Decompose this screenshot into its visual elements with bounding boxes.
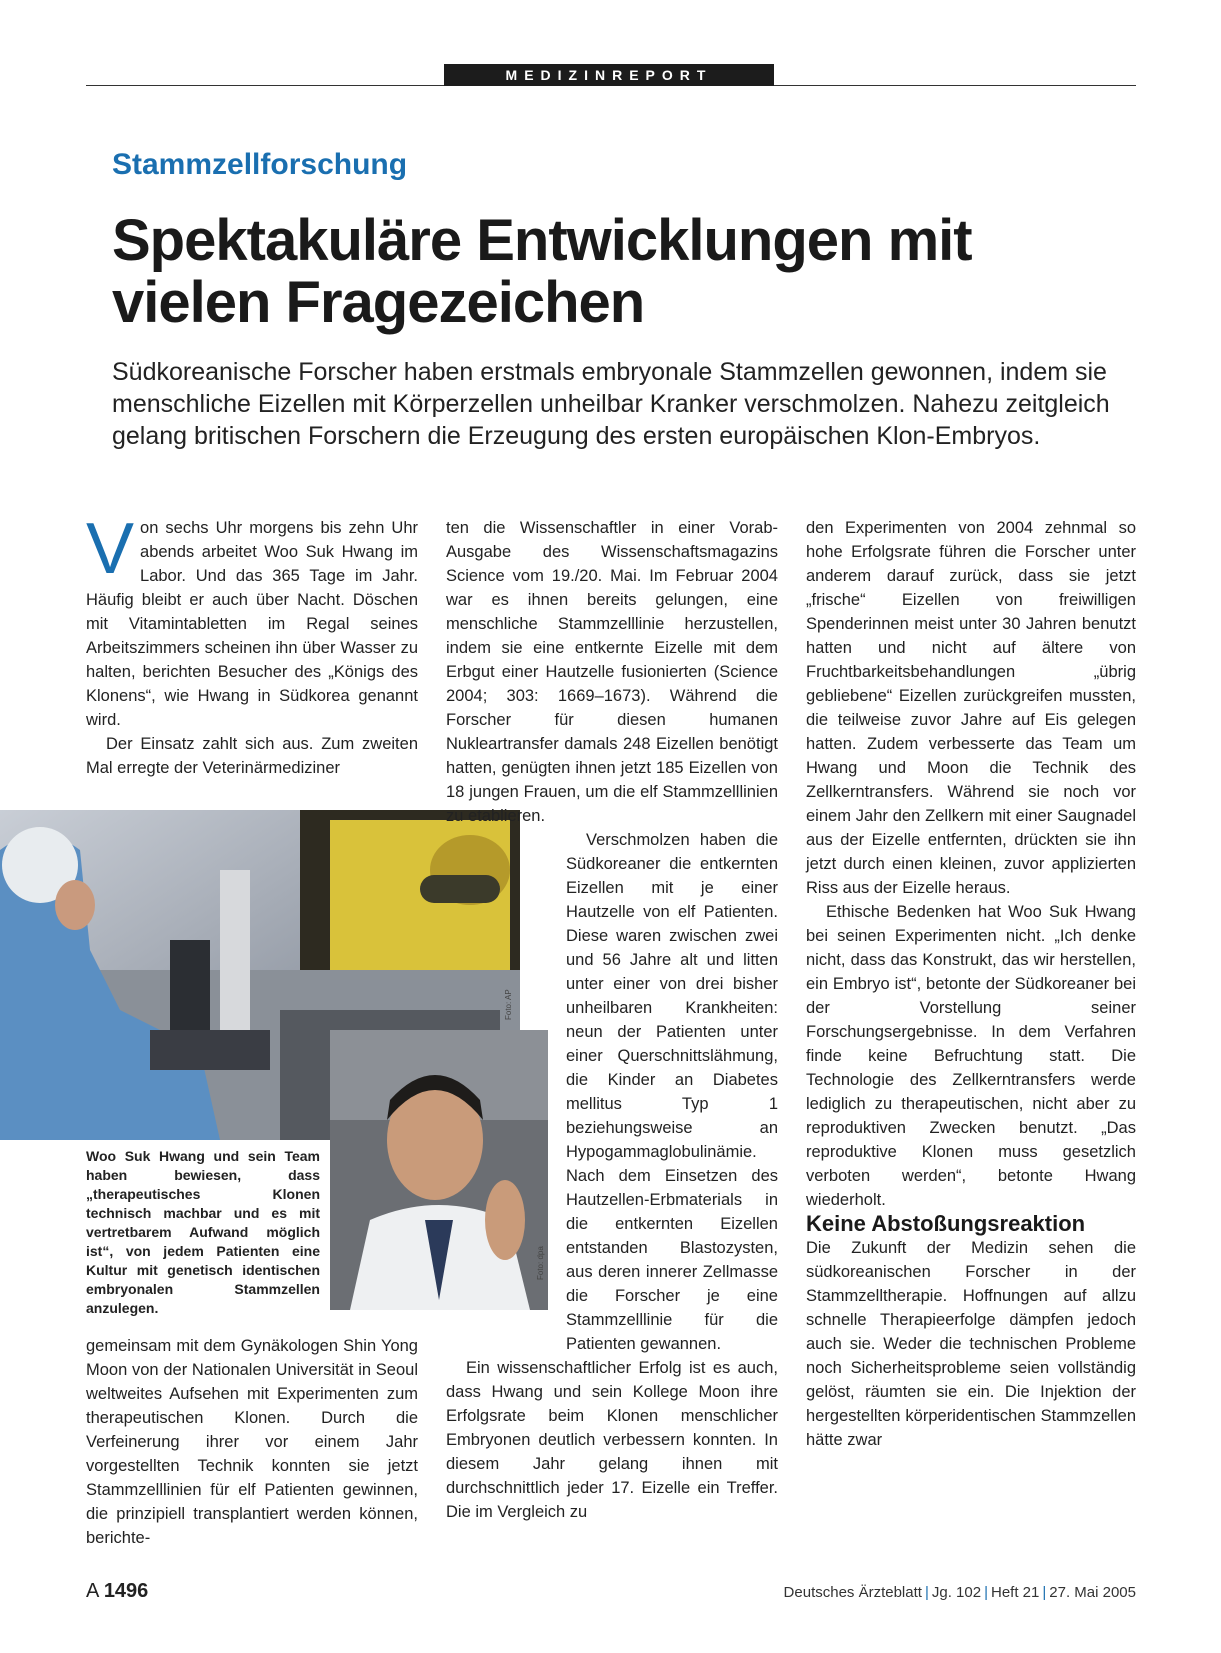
- paragraph: Von sechs Uhr morgens bis zehn Uhr abends arbeitet Woo Suk Hwang im Labor. Und das 365 Tage im Jahr. Häufig bleibt er auch über Nacht. Döschen mit Vitamintabletten im Regal seines Arbeitszimmers scheinen ihn über Wasser zu halten, berichten Besucher des „Königs des Klonens“, wie Hwang in Südkorea genannt wird.: [86, 509, 418, 729]
- figure-caption: Woo Suk Hwang und sein Team haben bewiesen, dass „therapeutisches Klonen technisch machbar und es mit vertretbarem Aufwand möglich ist“, von jedem Patienten eine Kultur mit genetisch identischen embryonalen Stammzellen anzulegen.: [86, 1148, 320, 1316]
- paragraph: Ein wissenschaftlicher Erfolg ist es auch, dass Hwang und sein Kollege Moon ihre Erfolgsrate beim Klonen menschlicher Embryonen deutlich verbessern konnten. In diesem Jahr gelang ihnen mit durchschnittlich jeder 17. Eizelle ein Treffer. Die im Vergleich zu: [446, 1359, 778, 1521]
- paragraph: den Experimenten von 2004 zehnmal so hohe Erfolgsrate führen die Forscher unter anderem darauf zurück, dass sie jetzt „frische“ Eizellen von freiwilligen Spenderinnen meist unter 30 Jahren benutzt hatten und nicht auf ältere von Fruchtbarkeitsbehandlungen „übrig gebliebene“ Eizellen zurückgreifen mussten, die teilweise zuvor Jahre auf Eis gelegen hatten. Zudem verbesserte das Team um Hwang und Moon die Technik des Zellkerntransfers. Während sie noch vor einem Jahr den Zellkern mit einer Saugnadel aus der Eizelle entfernten, drückten sie ihn jetzt durch einen kleinen, zuvor applizierten Riss aus der Eizelle heraus.: [806, 519, 1136, 897]
- paragraph: Verschmolzen haben die Südkoreaner die entkernten Eizellen mit je einer Hautzelle von elf Patienten. Diese waren zwischen zwei und 56 Jahre alt und litten unter einer von drei bisher unheilbaren Krankheiten: neun der Patienten unter einer Querschnittslähmung, die Kinder an Diabetes mellitus Typ 1 beziehungsweise an Hypogammaglobulinämie. Nach dem Einsetzen des Hautzellen-Erbmaterials in die entkernten Eizellen entstanden Blastozysten, aus deren innerer Zellmasse die Forscher je eine Stammzelllinie für die Patienten gewannen.: [566, 831, 778, 1353]
- section-subhead: Keine Abstoßungsreaktion: [806, 1211, 1086, 1236]
- paragraph: gemeinsam mit dem Gynäkologen Shin Yong Moon von der Nationalen Universität in Seoul weltweites Aufsehen mit Experimenten zum therapeutischen Klonen. Durch die Verfeinerung ihrer vor einem Jahr vorgestellten Technik konnten sie jetzt Stammzelllinien für elf Patienten gewinnen, die prinzipiell transplantiert werden können, berichte-: [86, 1337, 418, 1547]
- article-lead: Südkoreanische Forscher haben erstmals embryonale Stammzellen gewonnen, indem sie menschliche Eizellen mit Körperzellen unheilbar Kranker verschmolzen. Nahezu zeitgleich gelang britischen Forschern die Erzeugung des ersten europäischen Klon-Embryos.: [112, 358, 1110, 450]
- column-1-top: [86, 509, 418, 780]
- paragraph: Der Einsatz zahlt sich aus. Zum zweiten Mal erregte der Veterinärmediziner: [86, 735, 418, 777]
- dropcap: V: [86, 509, 135, 589]
- paragraph: Ethische Bedenken hat Woo Suk Hwang bei seinen Experimenten nicht. „Ich denke nicht, dass das Konstrukt, das wir herstellen, ein Embryo ist“, betonte der Südkoreaner bei der Vorstellung seiner Forschungsergebnisse. In dem Verfahren finde keine Befruchtung statt. Die Technologie des Zellkerntransfers werde lediglich zu therapeutischen, nicht aber zu reproduktiven Zwecken benutzt. „Das reproduktive Klonen muss gesetzlich verboten werden“, betonte Hwang wiederholt.: [806, 903, 1136, 1209]
- section-label: MEDIZINREPORT: [444, 64, 774, 86]
- journal-info: Deutsches Ärzteblatt | Jg. 102 | Heft 21 | 27. Mai 2005: [783, 1584, 1136, 1601]
- article-kicker: Stammzellforschung: [112, 148, 408, 181]
- photo-credit: Foto: dpa: [536, 1246, 545, 1280]
- page-number: A 1496: [86, 1580, 149, 1602]
- column-1-bottom: [86, 1334, 418, 1550]
- article-headline: Spektakuläre Entwicklungen mit vielen Fragezeichen: [112, 208, 972, 335]
- photo-credit: Foto: AP: [504, 989, 513, 1020]
- column-2: [446, 516, 778, 1524]
- paragraph: Die Zukunft der Medizin sehen die südkoreanischen Forscher in der Stammzelltherapie. Hoffnungen auf allzu schnelle Therapieerfolge dämpfen jedoch auch sie. Weder die technischen Probleme noch Sicherheitsprobleme seien vollständig gelöst, räumten sie ein. Die Injektion der hergestellten körperidentischen Stammzellen hätte zwar: [806, 1239, 1136, 1449]
- paragraph: ten die Wissenschaftler in einer Vorab-Ausgabe des Wissenschaftsmagazins Science vom 19./20. Mai. Im Februar 2004 war es ihnen bereits gelungen, eine menschliche Stammzelllinie herzustellen, indem sie eine entkernte Eizelle mit dem Erbgut einer Hautzelle fusionierten (Science 2004; 303: 1669–1673). Während die Forscher für diesen humanen Nukleartransfer damals 248 Eizellen benötigt hatten, genügten ihnen jetzt 185 Eizellen von 18 jungen Frauen, um die elf Stammzelllinien zu etablieren.: [446, 519, 778, 825]
- column-3: [806, 516, 1136, 1452]
